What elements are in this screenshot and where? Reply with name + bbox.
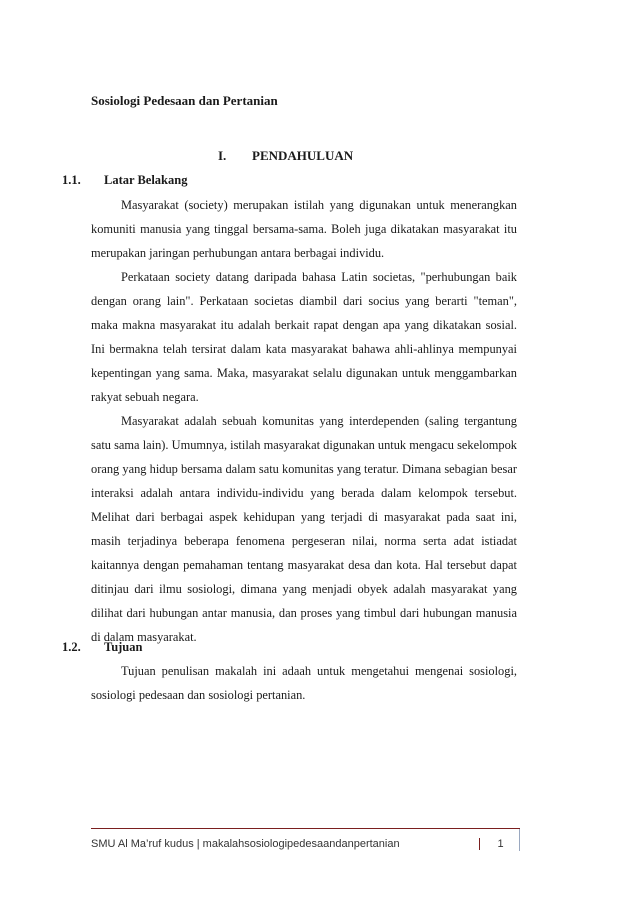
section-heading-latar-belakang [62,173,187,188]
section-body-latar-belakang [91,193,517,649]
page-footer [91,828,520,857]
footer-text: SMU Al Ma’ruf kudus | makalahsosiologipedesaandanpertanian [91,838,400,850]
section-number: 1.1. [62,173,81,187]
paragraph: Masyarakat adalah sebuah komunitas yang interdependen (saling tergantung satu sama lain). Umumnya, istilah masyarakat digunakan untuk mengacu sekelompok orang yang hidup bersama dalam satu komunitas yang teratur. Dimana sebagian besar interaksi adalah antara individu-individu yang berada dalam kelompok tersebut. Melihat dari berbagai aspek kehidupan yang terjadi di masyarakat pada saat ini, masih terjadinya beberapa fenomena pergeseran nilai, norma serta adat istiadat kaitannya dengan pemahaman tentang masyarakat desa dan kota. Hal tersebut dapat ditinjau dari ilmu sosiologi, dimana yang menjadi obyek adalah masyarakat yang dilihat dari hubungan antar manusia, dan proses yang timbul dari hubungan manusia di dalam masyarakat. [91,414,517,644]
paragraph: Perkataan society datang daripada bahasa Latin societas, "perhubungan baik dengan orang lain". Perkataan societas diambil dari socius yang berarti "teman", maka makna masyarakat itu adalah berkait rapat dengan apa yang dikatakan sosial. Ini bermakna telah tersirat dalam kata masyarakat bahawa ahli-ahlinya mempunyai kepentingan yang sama. Maka, masyarakat selalu digunakan untuk menggambarkan rakyat sebuah negara. [91,270,517,404]
section-title: Latar Belakang [104,173,188,187]
section-number: 1.2. [62,640,81,654]
section-body-tujuan [91,659,517,707]
paragraph: Masyarakat (society) merupakan istilah yang digunakan untuk menerangkan komuniti manusia yang tinggal bersama-sama. Boleh juga dikatakan masyarakat itu merupakan jaringan perhubungan antara berbagai individu. [91,198,517,260]
document-title: Sosiologi Pedesaan dan Pertanian [91,93,278,108]
page-number: 1 [479,838,521,850]
chapter-number: I. [218,148,227,163]
footer-divider [519,829,520,851]
section-title: Tujuan [104,640,143,654]
section-heading-tujuan [62,640,142,655]
chapter-title: PENDAHULUAN [252,148,354,163]
paragraph: Tujuan penulisan makalah ini adaah untuk mengetahui mengenai sosiologi, sosiologi pedesaan dan sosiologi pertanian. [91,664,517,702]
chapter-heading [218,148,353,164]
